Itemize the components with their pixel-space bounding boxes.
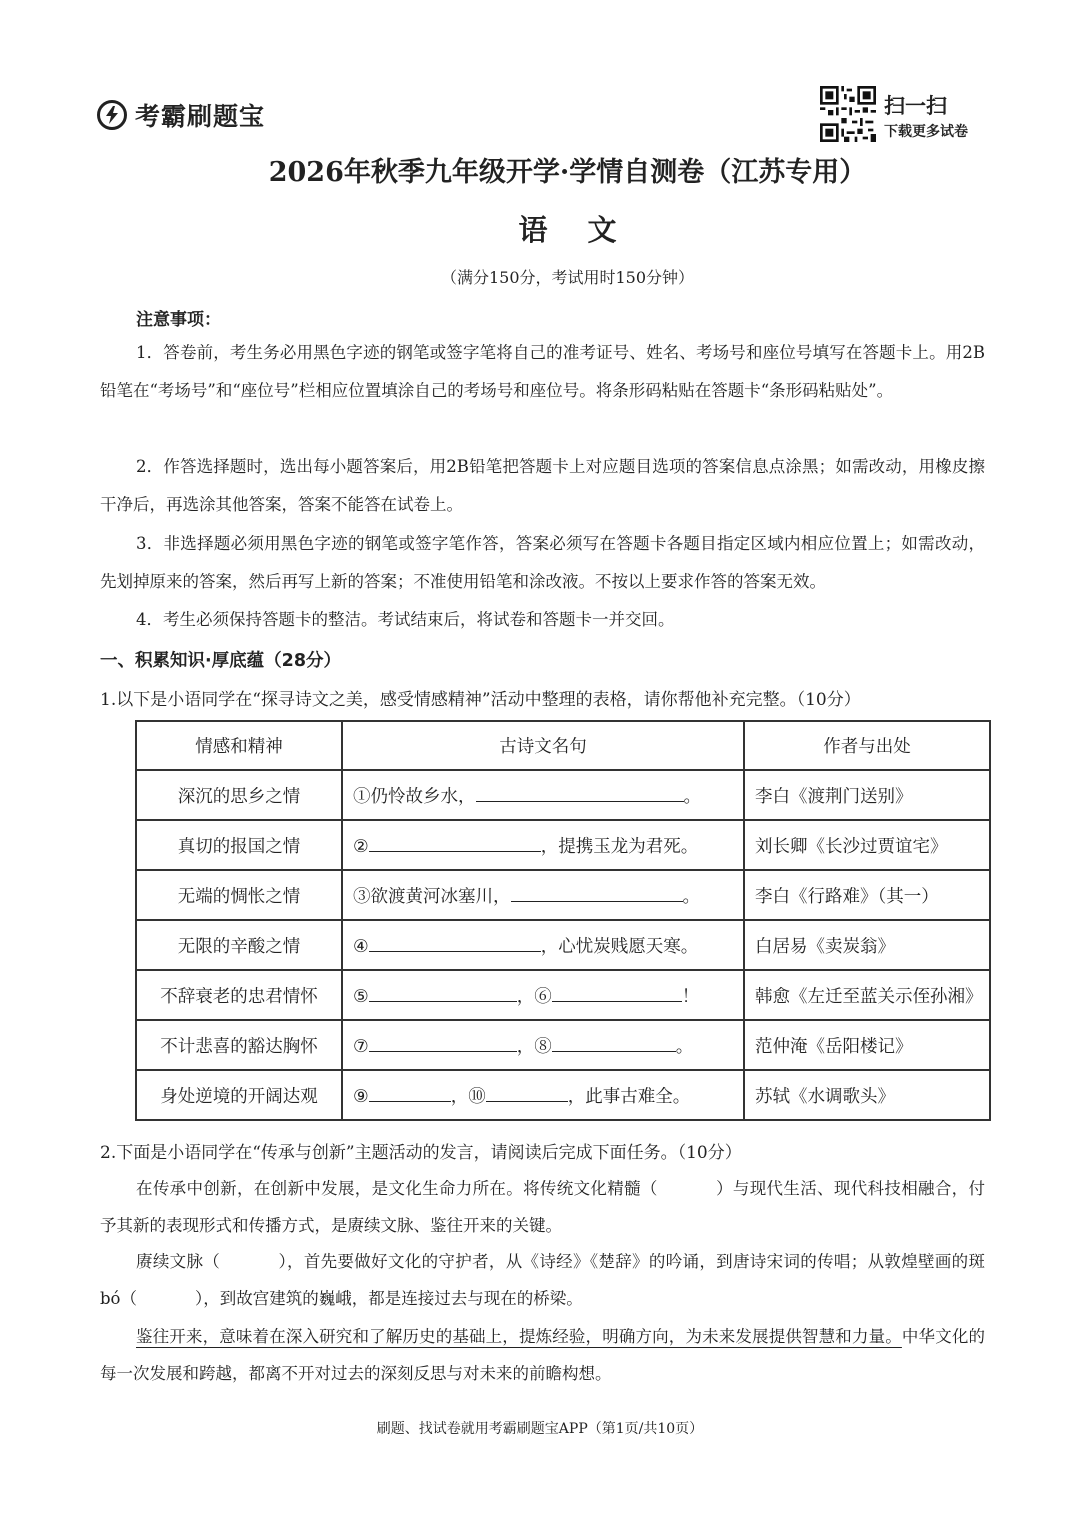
notice-item-4: 4．考生必须保持答题卡的整洁。考试结束后，将试卷和答题卡一并交回。 — [136, 610, 675, 629]
verse-text: ⑨ — [353, 1086, 369, 1107]
passage-paragraph-3 — [100, 1319, 985, 1392]
source-cell: 刘长卿《长沙过贾谊宅》 — [744, 820, 990, 870]
verse-text: 。 — [682, 886, 700, 907]
answer-blank[interactable] — [369, 1083, 451, 1102]
source-cell: 李白《渡荆门送别》 — [744, 770, 990, 820]
verse-text: ，⑥ — [516, 986, 552, 1007]
passage-text: 中华文化的每一次发展和跨越，都离不开对过去的深刻反思与对未来的前瞻构想。 — [100, 1327, 986, 1383]
verse-cell — [342, 870, 744, 920]
answer-blank[interactable] — [552, 983, 682, 1002]
emotion-cell: 不辞衰老的忠君情怀 — [136, 970, 342, 1020]
answer-blank[interactable] — [369, 1033, 517, 1052]
answer-blank[interactable] — [486, 1083, 568, 1102]
table-header-row — [136, 721, 990, 770]
passage-text: ），首先要做好文化的守护者，从《诗经》《楚辞》的吟诵，到唐诗宋词的传唱；从敦煌壁画的斑bó（ — [100, 1252, 986, 1308]
passage-paragraph-2 — [100, 1244, 985, 1317]
page-footer: 刷题、找试卷就用考霸刷题宝APP（第1页/共10页） — [376, 1421, 704, 1437]
passage-text: 在传承中创新，在创新中发展，是文化生命力所在。将传统文化精髓（ — [136, 1179, 658, 1198]
emotion-cell: 无端的惆怅之情 — [136, 870, 342, 920]
source-cell: 李白《行路难》（其一） — [744, 870, 990, 920]
brand-logo — [97, 95, 265, 135]
notice-item-3: 3．非选择题必须用黑色字迹的钢笔或签字笔作答，答案必须写在答题卡各题目指定区域内相应位置上；如需改动，先划掉原来的答案，然后再写上新的答案；不准使用铅笔和涂改液。不按以上要求作答的答案无效。 — [100, 534, 985, 591]
answer-blank[interactable] — [552, 1033, 676, 1052]
verse-text: ，⑧ — [516, 1036, 552, 1057]
question-1: 1.以下是小语同学在“探寻诗文之美，感受情感精神”活动中整理的表格，请你帮他补充完整。（10分） — [100, 690, 861, 710]
table-row — [136, 970, 990, 1020]
scan-title: 扫一扫 — [884, 94, 947, 118]
qr-code-icon — [820, 86, 876, 142]
exam-subject: 语文 — [518, 213, 657, 247]
emotion-cell: 不计悲喜的豁达胸怀 — [136, 1020, 342, 1070]
exam-title: 2026年秋季九年级开学·学情自测卷（江苏专用） — [268, 157, 867, 188]
brand-name: 考霸刷题宝 — [135, 102, 266, 131]
verse-text: ，⑩ — [450, 1086, 486, 1107]
answer-blank[interactable] — [511, 883, 683, 902]
answer-blank[interactable] — [369, 933, 541, 952]
passage-text: ）与现代生活、现代科技相融合，付予其新的表现形式和传播方式，是赓续文脉、鉴往开来的关键。 — [100, 1179, 986, 1235]
table-row — [136, 870, 990, 920]
scan-subtitle: 下载更多试卷 — [884, 124, 968, 140]
notice-heading: 注意事项： — [136, 310, 221, 330]
notice-item-1: 1．答卷前，考生务必用黑色字迹的钢笔或签字笔将自己的准考证号、姓名、考场号和座位号填写在答题卡上。用2B铅笔在“考场号”和“座位号”栏相应位置填涂自己的考场号和座位号。将条形码粘贴在答题卡“条形码粘贴处”。 — [100, 343, 985, 400]
table-row — [136, 820, 990, 870]
verse-text: 。 — [675, 1036, 694, 1057]
verse-text: ② — [353, 836, 369, 857]
verse-cell — [342, 970, 744, 1020]
underlined-sentence: 鉴往开来，意味着在深入研究和了解历史的基础上，提炼经验，明确方向，为未来发展提供智慧和力量。 — [136, 1327, 902, 1346]
exam-info: （满分150分，考试用时150分钟） — [440, 268, 695, 287]
notice-item-2: 2．作答选择题时，选出每小题答案后，用2B铅笔把答题卡上对应题目选项的答案信息点涂黑；如需改动，用橡皮擦干净后，再选涂其他答案，答案不能答在试卷上。 — [100, 457, 985, 514]
verse-text: 。 — [683, 786, 701, 807]
table-header: 古诗文名句 — [342, 721, 744, 770]
verse-text: ⑦ — [353, 1036, 369, 1057]
emotion-cell: 无限的辛酸之情 — [136, 920, 342, 970]
answer-blank[interactable] — [369, 983, 517, 1002]
section-heading: 一、积累知识·厚底蕴（28分） — [100, 651, 342, 671]
table-row — [136, 770, 990, 820]
source-cell: 苏轼《水调歌头》 — [744, 1070, 990, 1120]
verse-text: ，心忧炭贱愿天寒。 — [540, 936, 699, 957]
emotion-cell: 身处逆境的开阔达观 — [136, 1070, 342, 1120]
verse-text: ④ — [353, 936, 369, 957]
table-row — [136, 920, 990, 970]
verse-text: ，此事古难全。 — [567, 1086, 691, 1107]
verse-text: ③欲渡黄河冰塞川， — [353, 886, 511, 907]
passage-text: 赓续文脉（ — [136, 1252, 221, 1271]
verse-cell — [342, 1020, 744, 1070]
verse-text: ①仍怜故乡水， — [353, 786, 476, 807]
table-row — [136, 1070, 990, 1120]
poetry-table — [135, 720, 991, 1121]
verse-cell — [342, 920, 744, 970]
table-header: 情感和精神 — [136, 721, 342, 770]
answer-blank[interactable] — [369, 833, 541, 852]
table-header: 作者与出处 — [744, 721, 990, 770]
emotion-cell: 真切的报国之情 — [136, 820, 342, 870]
source-cell: 白居易《卖炭翁》 — [744, 920, 990, 970]
source-cell: 范仲淹《岳阳楼记》 — [744, 1020, 990, 1070]
lightning-icon — [97, 100, 127, 130]
verse-cell — [342, 1070, 744, 1120]
question-2: 2.下面是小语同学在“传承与创新”主题活动的发言，请阅读后完成下面任务。（10分） — [100, 1143, 742, 1163]
passage-paragraph-1 — [100, 1171, 985, 1244]
verse-cell — [342, 820, 744, 870]
table-row — [136, 1020, 990, 1070]
verse-cell — [342, 770, 744, 820]
verse-text: ，提携玉龙为君死。 — [540, 836, 699, 857]
emotion-cell: 深沉的思乡之情 — [136, 770, 342, 820]
passage-text: ），到故宫建筑的巍峨，都是连接过去与现在的桥梁。 — [195, 1288, 583, 1308]
verse-text: ！ — [681, 986, 700, 1007]
verse-text: ⑤ — [353, 986, 369, 1007]
source-cell: 韩愈《左迁至蓝关示侄孙湘》 — [744, 970, 990, 1020]
answer-blank[interactable] — [476, 783, 684, 802]
